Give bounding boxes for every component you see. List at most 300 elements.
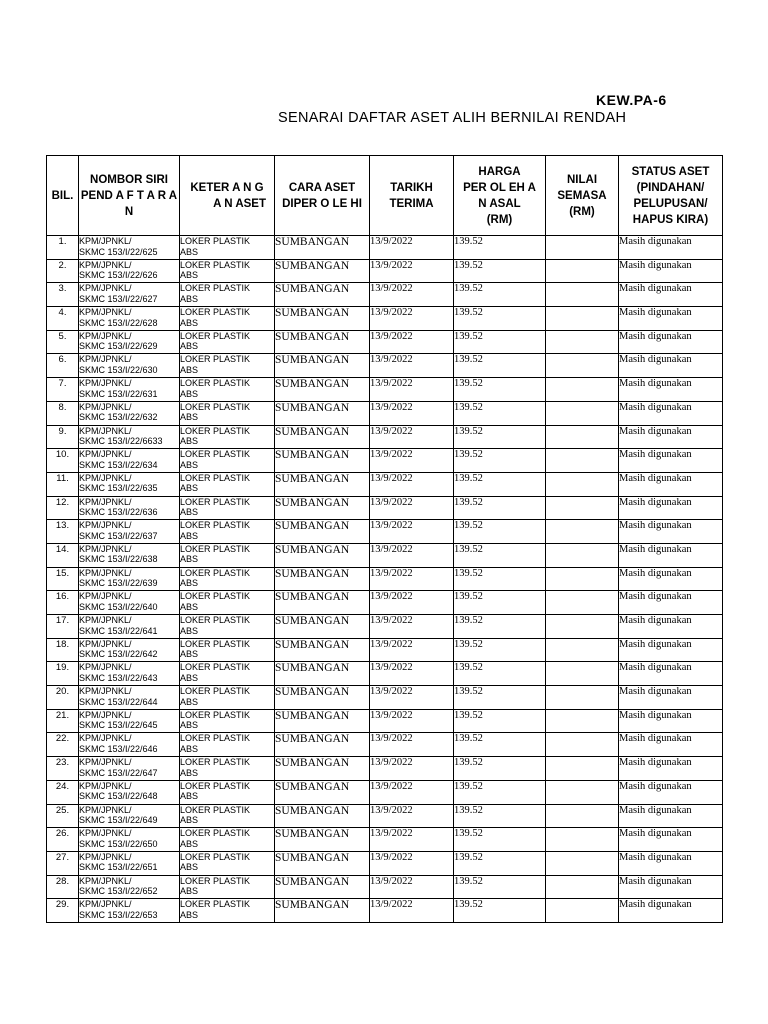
cell-bil (47, 615, 79, 639)
cell-cara-aset (275, 662, 370, 686)
cell-status-aset (619, 449, 723, 473)
cell-cara-aset-text: SUMBANGAN (275, 543, 350, 556)
cell-nombor-siri-text: KPM/JPNKL/ (79, 378, 132, 389)
cell-bil (47, 780, 79, 804)
cell-nombor-siri (79, 425, 180, 449)
cell-cara-aset (275, 543, 370, 567)
cell-cara-aset (275, 567, 370, 591)
cell-cara-aset (275, 733, 370, 757)
cell-status-aset (619, 259, 723, 283)
cell-status-aset (619, 686, 723, 710)
cell-bil-text: 25. (55, 804, 70, 816)
cell-bil (47, 283, 79, 307)
cell-cara-aset-text: SUMBANGAN (275, 472, 350, 485)
cell-nombor-siri-text: KPM/JPNKL/ (79, 851, 132, 862)
cell-harga-asal-text: 139.52 (454, 236, 483, 247)
cell-keterangan-text: LOKER PLASTIK (180, 472, 251, 483)
cell-nombor-siri-text: KPM/JPNKL/ (79, 472, 132, 483)
cell-cara-aset (275, 378, 370, 402)
cell-tarikh-terima-text: 13/9/2022 (370, 259, 413, 271)
cell-cara-aset (275, 425, 370, 449)
cell-nilai-semasa (546, 378, 619, 402)
cell-bil (47, 828, 79, 852)
cell-tarikh-terima (370, 780, 454, 804)
cell-status-aset (619, 283, 723, 307)
cell-tarikh-terima (370, 401, 454, 425)
cell-keterangan (180, 851, 275, 875)
cell-bil-text: 9. (58, 425, 67, 437)
cell-harga-asal (454, 259, 546, 283)
cell-keterangan-text: LOKER PLASTIK (180, 354, 251, 365)
table-row (47, 662, 723, 686)
cell-cara-aset (275, 709, 370, 733)
cell-harga-asal-text: 139.52 (454, 307, 483, 319)
cell-nombor-siri (79, 804, 180, 828)
header-keterangan: KETER A N G A N ASET (180, 156, 275, 236)
cell-nombor-siri (79, 828, 180, 852)
cell-cara-aset-text: SUMBANGAN (275, 686, 350, 699)
cell-nombor-siri (79, 662, 180, 686)
cell-keterangan (180, 496, 275, 520)
cell-keterangan-text: LOKER PLASTIK (180, 520, 251, 531)
cell-status-aset-text: Masih digunakan (619, 591, 692, 603)
table-row (47, 378, 723, 402)
cell-nilai-semasa (546, 851, 619, 875)
header-bil: BIL. (47, 156, 79, 236)
cell-nilai-semasa (546, 828, 619, 852)
cell-harga-asal (454, 851, 546, 875)
cell-cara-aset (275, 330, 370, 354)
asset-register-table (46, 155, 723, 923)
cell-keterangan (180, 520, 275, 544)
cell-nombor-siri-text: KPM/JPNKL/ (79, 401, 132, 412)
cell-harga-asal-text: 139.52 (454, 259, 483, 271)
cell-bil-text: 8. (58, 401, 67, 413)
cell-keterangan-text: ABS (180, 743, 199, 754)
cell-status-aset-text: Masih digunakan (619, 709, 692, 721)
cell-cara-aset-text: SUMBANGAN (275, 378, 350, 391)
cell-tarikh-terima-text: 13/9/2022 (370, 330, 413, 342)
table-row (47, 496, 723, 520)
cell-bil (47, 709, 79, 733)
cell-nombor-siri-text: SKMC 153/I/22/643 (79, 672, 158, 683)
cell-harga-asal (454, 899, 546, 923)
cell-nilai-semasa (546, 283, 619, 307)
cell-nombor-siri-text: SKMC 153/I/22/635 (79, 483, 158, 494)
cell-cara-aset (275, 591, 370, 615)
cell-keterangan (180, 757, 275, 781)
cell-harga-asal (454, 401, 546, 425)
cell-keterangan (180, 591, 275, 615)
cell-cara-aset (275, 496, 370, 520)
cell-nombor-siri (79, 615, 180, 639)
cell-keterangan-text: ABS (180, 388, 199, 399)
cell-harga-asal-text: 139.52 (454, 780, 483, 792)
cell-bil-text: 16. (55, 591, 70, 603)
table-row (47, 354, 723, 378)
cell-cara-aset-text: SUMBANGAN (275, 662, 350, 675)
cell-cara-aset (275, 283, 370, 307)
cell-keterangan-text: LOKER PLASTIK (180, 449, 251, 460)
cell-status-aset-text: Masih digunakan (619, 828, 692, 840)
cell-keterangan (180, 354, 275, 378)
cell-keterangan (180, 615, 275, 639)
cell-cara-aset (275, 472, 370, 496)
cell-keterangan (180, 307, 275, 331)
cell-bil-text: 12. (55, 496, 70, 508)
table-row (47, 899, 723, 923)
cell-bil-text: 15. (55, 567, 70, 579)
cell-keterangan-text: ABS (180, 720, 199, 731)
cell-tarikh-terima-text: 13/9/2022 (370, 401, 413, 413)
cell-nombor-siri-text: KPM/JPNKL/ (79, 496, 132, 507)
cell-harga-asal (454, 425, 546, 449)
cell-nombor-siri-text: KPM/JPNKL/ (79, 662, 132, 673)
cell-harga-asal (454, 567, 546, 591)
cell-nilai-semasa (546, 615, 619, 639)
cell-bil (47, 401, 79, 425)
cell-keterangan (180, 686, 275, 710)
cell-status-aset-text: Masih digunakan (619, 283, 692, 295)
cell-tarikh-terima-text: 13/9/2022 (370, 567, 413, 579)
cell-harga-asal (454, 709, 546, 733)
cell-tarikh-terima-text: 13/9/2022 (370, 236, 413, 247)
cell-harga-asal (454, 330, 546, 354)
cell-nombor-siri-text: KPM/JPNKL/ (79, 283, 132, 294)
cell-nombor-siri (79, 780, 180, 804)
cell-cara-aset-text: SUMBANGAN (275, 567, 350, 580)
cell-bil-text: 26. (55, 828, 70, 840)
cell-status-aset (619, 733, 723, 757)
cell-keterangan-text: LOKER PLASTIK (180, 425, 251, 436)
cell-tarikh-terima (370, 449, 454, 473)
cell-tarikh-terima-text: 13/9/2022 (370, 307, 413, 319)
cell-keterangan-text: ABS (180, 341, 199, 352)
cell-bil (47, 686, 79, 710)
cell-nombor-siri-text: KPM/JPNKL/ (79, 236, 132, 246)
cell-status-aset (619, 709, 723, 733)
cell-nilai-semasa (546, 259, 619, 283)
cell-bil (47, 804, 79, 828)
cell-status-aset-text: Masih digunakan (619, 401, 692, 413)
cell-tarikh-terima (370, 378, 454, 402)
cell-harga-asal-text: 139.52 (454, 472, 483, 484)
cell-nombor-siri-text: SKMC 153/I/22/628 (79, 317, 158, 328)
header-status-aset: STATUS ASET (PINDAHAN/ PELUPUSAN/ HAPUS KIRA) (619, 156, 723, 236)
cell-harga-asal-text: 139.52 (454, 638, 483, 650)
cell-nombor-siri-text: SKMC 153/I/22/640 (79, 601, 158, 612)
cell-nilai-semasa (546, 520, 619, 544)
cell-status-aset-text: Masih digunakan (619, 378, 692, 390)
cell-harga-asal (454, 780, 546, 804)
cell-status-aset-text: Masih digunakan (619, 804, 692, 816)
cell-keterangan (180, 401, 275, 425)
cell-cara-aset (275, 236, 370, 260)
cell-status-aset-text: Masih digunakan (619, 567, 692, 579)
cell-status-aset (619, 851, 723, 875)
cell-keterangan (180, 828, 275, 852)
cell-nombor-siri-text: SKMC 153/I/22/629 (79, 341, 158, 352)
cell-nombor-siri (79, 330, 180, 354)
cell-nombor-siri-text: SKMC 153/I/22/641 (79, 625, 158, 636)
cell-keterangan-text: LOKER PLASTIK (180, 828, 251, 839)
cell-status-aset-text: Masih digunakan (619, 472, 692, 484)
table-row (47, 757, 723, 781)
cell-keterangan-text: ABS (180, 412, 199, 423)
cell-bil-text: 24. (55, 780, 70, 792)
cell-bil-text: 19. (55, 662, 70, 674)
cell-nombor-siri (79, 283, 180, 307)
cell-harga-asal-text: 139.52 (454, 828, 483, 840)
table-row (47, 733, 723, 757)
cell-nombor-siri-text: KPM/JPNKL/ (79, 709, 132, 720)
cell-tarikh-terima-text: 13/9/2022 (370, 591, 413, 603)
table-row (47, 851, 723, 875)
cell-nombor-siri (79, 543, 180, 567)
cell-tarikh-terima-text: 13/9/2022 (370, 662, 413, 674)
cell-nilai-semasa (546, 709, 619, 733)
cell-nombor-siri-text: KPM/JPNKL/ (79, 307, 132, 318)
table-row (47, 591, 723, 615)
cell-tarikh-terima (370, 567, 454, 591)
cell-status-aset-text: Masih digunakan (619, 520, 692, 532)
cell-status-aset-text: Masih digunakan (619, 330, 692, 342)
cell-tarikh-terima-text: 13/9/2022 (370, 638, 413, 650)
cell-harga-asal-text: 139.52 (454, 425, 483, 437)
cell-tarikh-terima (370, 662, 454, 686)
table-row (47, 425, 723, 449)
cell-tarikh-terima-text: 13/9/2022 (370, 472, 413, 484)
cell-nilai-semasa (546, 425, 619, 449)
cell-cara-aset-text: SUMBANGAN (275, 709, 350, 722)
cell-tarikh-terima-text: 13/9/2022 (370, 520, 413, 532)
cell-cara-aset-text: SUMBANGAN (275, 401, 350, 414)
cell-harga-asal-text: 139.52 (454, 709, 483, 721)
table-row (47, 686, 723, 710)
cell-keterangan-text: ABS (180, 862, 199, 873)
cell-harga-asal-text: 139.52 (454, 354, 483, 366)
cell-nombor-siri-text: SKMC 153/I/22/626 (79, 270, 158, 281)
cell-cara-aset-text: SUMBANGAN (275, 425, 350, 438)
cell-keterangan-text: ABS (180, 483, 199, 494)
cell-bil-text: 29. (55, 899, 70, 911)
cell-nombor-siri-text: KPM/JPNKL/ (79, 733, 132, 744)
cell-status-aset (619, 591, 723, 615)
cell-nombor-siri-text: SKMC 153/I/22/646 (79, 743, 158, 754)
cell-nombor-siri-text: KPM/JPNKL/ (79, 425, 132, 436)
cell-keterangan-text: ABS (180, 364, 199, 375)
cell-keterangan (180, 425, 275, 449)
cell-cara-aset (275, 851, 370, 875)
cell-nilai-semasa (546, 472, 619, 496)
cell-status-aset (619, 899, 723, 923)
cell-bil-text: 5. (58, 330, 67, 342)
cell-tarikh-terima (370, 757, 454, 781)
cell-nombor-siri (79, 520, 180, 544)
cell-tarikh-terima-text: 13/9/2022 (370, 496, 413, 508)
cell-tarikh-terima-text: 13/9/2022 (370, 449, 413, 461)
cell-nombor-siri (79, 259, 180, 283)
header-nombor-siri: NOMBOR SIRI PEND A F T A R A N (79, 156, 180, 236)
cell-keterangan-text: ABS (180, 649, 199, 660)
cell-harga-asal (454, 804, 546, 828)
cell-status-aset-text: Masih digunakan (619, 615, 692, 626)
cell-status-aset-text: Masih digunakan (619, 236, 692, 247)
cell-status-aset (619, 401, 723, 425)
cell-status-aset (619, 828, 723, 852)
cell-harga-asal (454, 449, 546, 473)
cell-nilai-semasa (546, 899, 619, 923)
cell-bil-text: 18. (55, 638, 70, 650)
header-nilai-semasa: NILAI SEMASA (RM) (546, 156, 619, 236)
cell-cara-aset (275, 354, 370, 378)
cell-nombor-siri-text: KPM/JPNKL/ (79, 899, 132, 910)
cell-nombor-siri (79, 449, 180, 473)
cell-cara-aset-text: SUMBANGAN (275, 307, 350, 320)
cell-bil (47, 662, 79, 686)
cell-tarikh-terima (370, 828, 454, 852)
cell-nombor-siri-text: KPM/JPNKL/ (79, 757, 132, 768)
cell-keterangan-text: LOKER PLASTIK (180, 615, 251, 625)
cell-nombor-siri-text: KPM/JPNKL/ (79, 330, 132, 341)
cell-keterangan-text: ABS (180, 507, 199, 518)
cell-cara-aset-text: SUMBANGAN (275, 638, 350, 651)
cell-nombor-siri-text: KPM/JPNKL/ (79, 615, 132, 625)
cell-harga-asal-text: 139.52 (454, 496, 483, 508)
cell-keterangan-text: LOKER PLASTIK (180, 591, 251, 602)
cell-keterangan (180, 899, 275, 923)
table-row (47, 259, 723, 283)
cell-nombor-siri-text: KPM/JPNKL/ (79, 686, 132, 697)
cell-keterangan-text: ABS (180, 578, 199, 589)
cell-harga-asal (454, 591, 546, 615)
cell-nombor-siri-text: KPM/JPNKL/ (79, 804, 132, 815)
cell-nombor-siri-text: SKMC 153/I/22/627 (79, 293, 158, 304)
cell-nilai-semasa (546, 591, 619, 615)
cell-tarikh-terima (370, 804, 454, 828)
cell-keterangan-text: ABS (180, 625, 199, 636)
cell-tarikh-terima-text: 13/9/2022 (370, 828, 413, 840)
cell-cara-aset-text: SUMBANGAN (275, 899, 350, 912)
cell-nombor-siri (79, 757, 180, 781)
cell-keterangan-text: LOKER PLASTIK (180, 757, 251, 768)
cell-cara-aset (275, 828, 370, 852)
cell-cara-aset (275, 520, 370, 544)
cell-harga-asal-text: 139.52 (454, 283, 483, 295)
cell-nombor-siri-text: SKMC 153/I/22/649 (79, 815, 158, 825)
cell-status-aset-text: Masih digunakan (619, 875, 692, 887)
cell-tarikh-terima-text: 13/9/2022 (370, 709, 413, 721)
table-header-row (47, 156, 723, 236)
cell-tarikh-terima-text: 13/9/2022 (370, 354, 413, 366)
cell-keterangan-text: ABS (180, 530, 199, 541)
cell-bil-text: 23. (55, 757, 70, 769)
form-code: KEW.PA-6 (596, 92, 667, 108)
cell-keterangan-text: LOKER PLASTIK (180, 780, 251, 791)
cell-harga-asal-text: 139.52 (454, 330, 483, 342)
cell-keterangan (180, 330, 275, 354)
cell-nilai-semasa (546, 449, 619, 473)
cell-nilai-semasa (546, 733, 619, 757)
cell-bil (47, 496, 79, 520)
cell-keterangan (180, 638, 275, 662)
cell-nombor-siri-text: SKMC 153/I/22/645 (79, 720, 158, 731)
cell-tarikh-terima (370, 354, 454, 378)
cell-status-aset-text: Masih digunakan (619, 686, 692, 698)
cell-harga-asal-text: 139.52 (454, 567, 483, 579)
cell-harga-asal-text: 139.52 (454, 662, 483, 674)
cell-status-aset-text: Masih digunakan (619, 757, 692, 769)
table-body (47, 236, 723, 923)
table-row (47, 828, 723, 852)
cell-status-aset (619, 496, 723, 520)
cell-cara-aset-text: SUMBANGAN (275, 496, 350, 509)
cell-status-aset (619, 520, 723, 544)
cell-tarikh-terima (370, 615, 454, 639)
cell-harga-asal-text: 139.52 (454, 757, 483, 769)
cell-keterangan-text: ABS (180, 791, 199, 802)
cell-nombor-siri-text: SKMC 153/I/22/632 (79, 412, 158, 423)
cell-keterangan-text: LOKER PLASTIK (180, 496, 251, 507)
cell-status-aset (619, 638, 723, 662)
cell-nombor-siri-text: KPM/JPNKL/ (79, 354, 132, 365)
cell-keterangan-text: LOKER PLASTIK (180, 686, 251, 697)
cell-nilai-semasa (546, 638, 619, 662)
cell-harga-asal (454, 875, 546, 899)
cell-keterangan-text: ABS (180, 838, 199, 849)
cell-keterangan-text: ABS (180, 909, 199, 920)
table-row (47, 401, 723, 425)
cell-nombor-siri (79, 709, 180, 733)
cell-cara-aset (275, 401, 370, 425)
cell-tarikh-terima-text: 13/9/2022 (370, 851, 413, 863)
cell-harga-asal (454, 283, 546, 307)
cell-nombor-siri-text: KPM/JPNKL/ (79, 875, 132, 886)
cell-bil (47, 875, 79, 899)
cell-keterangan (180, 780, 275, 804)
cell-bil-text: 2. (58, 259, 67, 271)
cell-tarikh-terima-text: 13/9/2022 (370, 615, 413, 626)
table-row (47, 709, 723, 733)
cell-harga-asal (454, 686, 546, 710)
cell-keterangan-text: LOKER PLASTIK (180, 567, 251, 578)
cell-nombor-siri-text: SKMC 153/I/22/651 (79, 862, 158, 873)
cell-status-aset-text: Masih digunakan (619, 733, 692, 745)
cell-bil-text: 11. (56, 472, 69, 484)
cell-tarikh-terima (370, 875, 454, 899)
cell-nilai-semasa (546, 567, 619, 591)
cell-status-aset (619, 330, 723, 354)
cell-tarikh-terima (370, 425, 454, 449)
cell-tarikh-terima (370, 236, 454, 260)
cell-bil (47, 449, 79, 473)
cell-bil (47, 330, 79, 354)
cell-harga-asal-text: 139.52 (454, 686, 483, 698)
cell-harga-asal (454, 662, 546, 686)
cell-bil-text: 10. (55, 449, 70, 461)
cell-nilai-semasa (546, 804, 619, 828)
cell-harga-asal-text: 139.52 (454, 591, 483, 603)
cell-keterangan-text: LOKER PLASTIK (180, 259, 251, 270)
cell-status-aset (619, 615, 723, 639)
cell-status-aset (619, 378, 723, 402)
cell-cara-aset-text: SUMBANGAN (275, 780, 350, 793)
cell-bil (47, 425, 79, 449)
cell-bil-text: 21. (55, 709, 70, 721)
cell-cara-aset (275, 686, 370, 710)
cell-keterangan (180, 543, 275, 567)
cell-nilai-semasa (546, 330, 619, 354)
